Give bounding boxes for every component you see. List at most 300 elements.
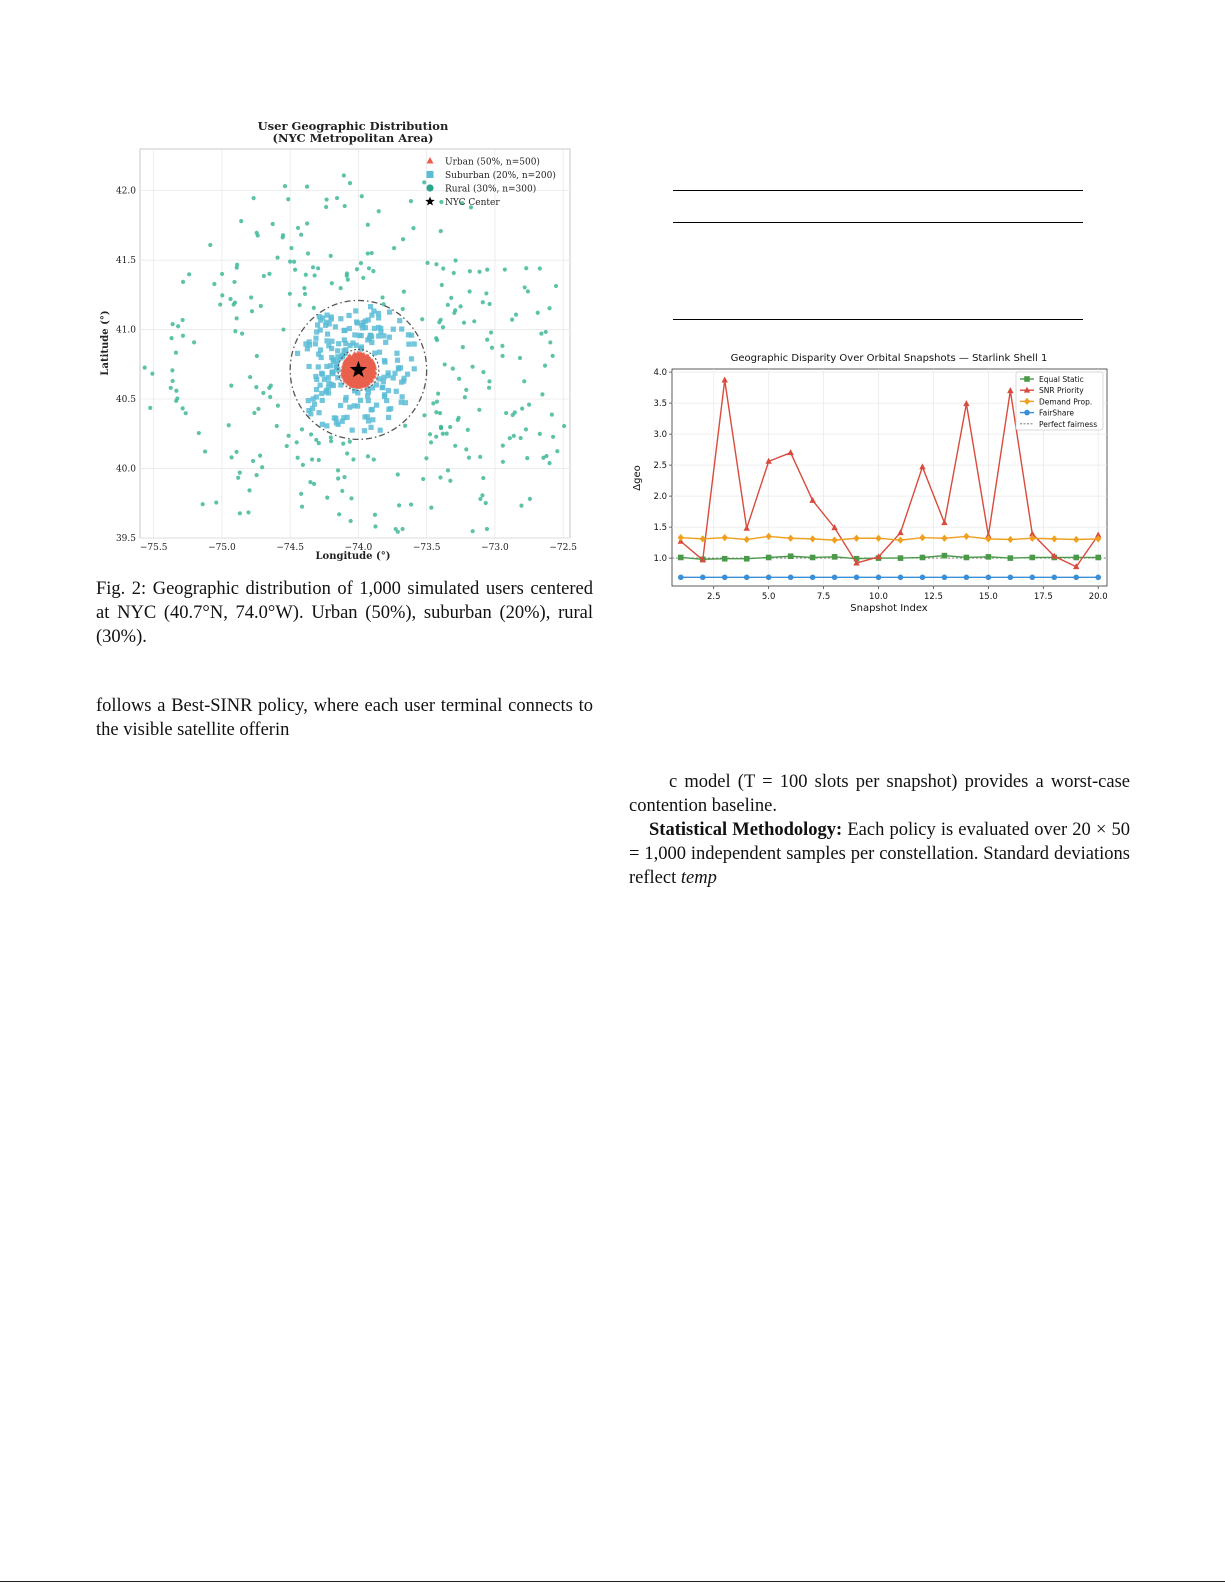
suburban-user-point: [370, 407, 375, 412]
rural-user-point: [259, 304, 263, 308]
rural-user-point: [336, 468, 340, 472]
series-equal-static-point: [964, 555, 970, 561]
suburban-user-point: [372, 326, 377, 331]
rural-user-point: [325, 496, 329, 500]
series-equal-static-point: [898, 555, 904, 561]
suburban-user-point: [352, 332, 357, 337]
chart-legend-label: SNR Priority: [1039, 386, 1084, 396]
rural-user-point: [281, 327, 285, 331]
rural-user-point: [487, 302, 491, 306]
series-fairshare-point: [942, 575, 948, 581]
chart-legend-label: FairShare: [1039, 408, 1075, 418]
rural-user-point: [397, 503, 401, 507]
rural-user-point: [544, 330, 548, 334]
suburban-user-point: [319, 355, 324, 360]
rural-user-point: [439, 229, 443, 233]
suburban-user-point: [329, 339, 334, 344]
series-fairshare-point: [920, 575, 926, 581]
rural-user-point: [437, 320, 441, 324]
rural-user-point: [335, 196, 339, 200]
chart-x-axis-label: Snapshot Index: [850, 603, 928, 614]
rural-user-point: [298, 303, 302, 307]
series-fairshare-point: [744, 575, 750, 581]
rural-user-point: [251, 459, 255, 463]
rural-user-point: [457, 377, 461, 381]
rural-user-point: [247, 488, 251, 492]
suburban-user-point: [320, 422, 325, 427]
rural-user-point: [295, 440, 299, 444]
rural-user-point: [490, 346, 494, 350]
rural-user-point: [510, 318, 514, 322]
rural-user-point: [520, 406, 524, 410]
rural-user-point: [436, 392, 440, 396]
suburban-user-point: [338, 316, 343, 321]
rural-user-point: [504, 411, 508, 415]
suburban-user-point: [318, 327, 323, 332]
suburban-user-point: [386, 373, 391, 378]
suburban-user-point: [344, 395, 349, 400]
geo-y-axis-label: Latitude (°): [100, 310, 111, 376]
rural-user-point: [342, 173, 346, 177]
rural-user-point: [235, 316, 239, 320]
rural-user-point: [342, 475, 346, 479]
rural-user-point: [212, 282, 216, 286]
rural-user-point: [316, 266, 320, 270]
suburban-user-point: [342, 337, 347, 342]
suburban-user-point: [335, 348, 340, 353]
suburban-user-point: [412, 341, 417, 346]
rural-user-point: [464, 447, 468, 451]
series-fairshare-point: [678, 575, 684, 581]
rural-user-point: [238, 511, 242, 515]
suburban-user-point: [335, 375, 340, 380]
rural-user-point: [268, 395, 272, 399]
rural-user-point: [547, 306, 551, 310]
suburban-user-point: [324, 364, 329, 369]
suburban-user-point: [377, 350, 382, 355]
rural-user-point: [485, 268, 489, 272]
rural-user-point: [351, 457, 355, 461]
chart-y-tick: 2.5: [653, 461, 667, 472]
rural-user-point: [403, 424, 407, 428]
rural-user-point: [197, 431, 201, 435]
rural-user-point: [439, 200, 443, 204]
rural-user-point: [400, 527, 404, 531]
rural-user-point: [541, 456, 545, 460]
rural-user-point: [236, 476, 240, 480]
rural-user-point: [229, 384, 233, 388]
series-fairshare-point: [964, 575, 970, 581]
suburban-user-point: [310, 406, 315, 411]
suburban-user-point: [335, 354, 340, 359]
suburban-user-point: [322, 377, 327, 382]
suburban-user-point: [406, 342, 411, 347]
series-fairshare-point: [1030, 575, 1036, 581]
suburban-user-point: [370, 385, 375, 390]
rural-user-point: [420, 317, 424, 321]
rural-user-point: [324, 197, 328, 201]
rural-user-point: [446, 303, 450, 307]
legend-marker: [1024, 376, 1030, 382]
rural-user-point: [305, 185, 309, 189]
rural-user-point: [312, 306, 316, 310]
geo-y-tick: 41.0: [115, 325, 136, 336]
rural-user-point: [300, 505, 304, 509]
rural-user-point: [312, 482, 316, 486]
rural-user-point: [361, 276, 365, 280]
page-bottom-rule: [0, 1581, 1225, 1582]
rural-user-point: [435, 400, 439, 404]
rural-user-point: [424, 456, 428, 460]
geo-x-axis-label: Longitude (°): [315, 551, 391, 562]
geo-x-tick: −75.5: [139, 543, 168, 553]
rural-user-point: [452, 271, 456, 275]
rural-user-point: [540, 392, 544, 396]
suburban-user-point: [358, 398, 363, 403]
rural-user-point: [464, 388, 468, 392]
rural-user-point: [439, 426, 443, 430]
suburban-user-point: [348, 343, 353, 348]
rural-user-point: [348, 439, 352, 443]
rural-user-point: [484, 501, 488, 505]
rural-user-point: [372, 457, 376, 461]
suburban-user-point: [353, 308, 358, 313]
chart-y-tick: 1.5: [653, 523, 667, 534]
rural-user-point: [434, 336, 438, 340]
suburban-user-point: [391, 327, 396, 332]
rural-user-point: [487, 379, 491, 383]
chart-legend-label: Perfect fairness: [1039, 419, 1098, 429]
suburban-user-point: [400, 394, 405, 399]
series-fairshare-point: [788, 575, 794, 581]
rural-user-point: [254, 385, 258, 389]
suburban-user-point: [383, 340, 388, 345]
rural-user-point: [463, 395, 467, 399]
rural-user-point: [500, 354, 504, 358]
rural-user-point: [543, 363, 547, 367]
rural-user-point: [360, 194, 364, 198]
rural-user-point: [337, 512, 341, 516]
rural-user-point: [296, 226, 300, 230]
left-paragraph: follows a Best-SINR policy, where each user terminal connects to the visible satellite offerin: [96, 696, 593, 740]
legend-label: NYC Center: [445, 198, 500, 208]
rural-user-point: [293, 268, 297, 272]
rural-user-point: [181, 334, 185, 338]
rural-user-point: [286, 197, 290, 201]
rural-user-point: [181, 406, 185, 410]
rural-user-point: [428, 432, 432, 436]
rural-user-point: [181, 318, 185, 322]
rural-user-point: [317, 441, 321, 445]
series-equal-static-point: [920, 555, 926, 561]
rural-user-point: [429, 440, 433, 444]
rural-user-point: [449, 296, 453, 300]
rural-user-point: [434, 435, 438, 439]
rural-user-point: [246, 510, 250, 514]
suburban-user-point: [382, 358, 387, 363]
right-paragraph-1: c model (T = 100 slots per snapshot) provides a worst-case contention baseline.: [629, 772, 1130, 816]
suburban-user-point: [329, 346, 334, 351]
rural-user-point: [538, 266, 542, 270]
rural-user-point: [234, 450, 238, 454]
rural-user-point: [394, 527, 398, 531]
suburban-user-point: [409, 356, 414, 361]
rural-user-point: [511, 413, 515, 417]
suburban-user-point: [391, 375, 396, 380]
rural-user-point: [467, 456, 471, 460]
rural-user-point: [528, 497, 532, 501]
rural-user-point: [235, 263, 239, 267]
suburban-user-point: [363, 318, 368, 323]
rural-user-point: [429, 505, 433, 509]
rural-user-point: [538, 432, 542, 436]
rural-user-point: [171, 322, 175, 326]
rural-user-point: [175, 396, 179, 400]
rural-user-point: [276, 403, 280, 407]
chart-legend-label: Demand Prop.: [1039, 397, 1093, 407]
suburban-user-point: [308, 411, 313, 416]
rural-user-point: [526, 289, 530, 293]
series-equal-static-point: [744, 556, 750, 562]
rural-user-point: [288, 292, 292, 296]
rural-user-point: [359, 261, 363, 265]
rural-user-point: [481, 370, 485, 374]
rural-user-point: [228, 297, 232, 301]
rural-user-point: [345, 274, 349, 278]
rural-user-point: [239, 219, 243, 223]
rural-user-point: [422, 413, 426, 417]
rural-user-point: [275, 424, 279, 428]
rural-user-point: [468, 269, 472, 273]
suburban-user-point: [378, 326, 383, 331]
suburban-user-point: [326, 385, 331, 390]
rural-user-point: [187, 272, 191, 276]
rural-user-point: [366, 454, 370, 458]
rural-user-point: [275, 256, 279, 260]
rural-user-point: [248, 375, 252, 379]
rural-user-point: [448, 479, 452, 483]
series-equal-static-point: [832, 554, 838, 560]
rural-user-point: [500, 344, 504, 348]
chart-y-tick: 2.0: [653, 492, 667, 503]
suburban-user-point: [399, 400, 404, 405]
rural-user-point: [370, 251, 374, 255]
suburban-user-point: [306, 398, 311, 403]
rural-user-point: [466, 428, 470, 432]
rural-user-point: [171, 379, 175, 383]
suburban-user-point: [359, 333, 364, 338]
suburban-user-point: [378, 428, 383, 433]
geo-y-tick: 40.0: [115, 464, 136, 475]
rural-user-point: [329, 439, 333, 443]
rural-user-point: [339, 286, 343, 290]
rural-user-point: [336, 476, 340, 480]
series-equal-static-point: [986, 554, 992, 560]
rural-user-point: [366, 223, 370, 227]
rural-user-point: [478, 455, 482, 459]
rural-user-point: [554, 284, 558, 288]
rural-user-point: [451, 367, 455, 371]
suburban-user-point: [324, 338, 329, 343]
suburban-user-point: [369, 340, 374, 345]
series-fairshare-point: [832, 575, 838, 581]
rural-user-point: [255, 231, 259, 235]
chart-y-tick: 3.0: [653, 430, 667, 441]
suburban-user-point: [324, 320, 329, 325]
suburban-user-point: [386, 415, 391, 420]
rural-user-point: [434, 262, 438, 266]
suburban-user-point: [369, 313, 374, 318]
geo-x-tick: −72.5: [549, 543, 577, 553]
rural-user-point: [174, 389, 178, 393]
rural-user-point: [346, 278, 350, 282]
rural-user-point: [501, 460, 505, 464]
suburban-user-point: [295, 351, 300, 356]
rural-user-point: [441, 266, 445, 270]
rural-user-point: [481, 476, 485, 480]
series-fairshare-point: [810, 575, 816, 581]
rural-user-point: [503, 267, 507, 271]
suburban-user-point: [338, 403, 343, 408]
suburban-user-point: [320, 372, 325, 377]
rural-user-point: [411, 226, 415, 230]
rural-user-point: [373, 524, 377, 528]
rural-user-point: [201, 502, 205, 506]
table-top-rule: [673, 190, 1083, 191]
rural-user-point: [306, 251, 310, 255]
rural-user-point: [355, 267, 359, 271]
rural-user-point: [453, 308, 457, 312]
geo-y-tick: 42.0: [115, 186, 136, 197]
rural-user-point: [377, 209, 381, 213]
rural-user-point: [402, 289, 406, 293]
series-equal-static-point: [1073, 555, 1079, 561]
rural-user-point: [232, 302, 236, 306]
rural-user-point: [401, 307, 405, 311]
table-bottom-rule: [673, 319, 1083, 320]
rural-user-point: [349, 496, 353, 500]
rural-user-point: [176, 324, 180, 328]
series-fairshare-point: [1095, 575, 1101, 581]
rural-user-point: [208, 243, 212, 247]
rural-user-point: [425, 261, 429, 265]
rural-user-point: [299, 492, 303, 496]
rural-user-point: [250, 309, 254, 313]
rural-user-point: [256, 407, 260, 411]
series-fairshare-point: [700, 575, 706, 581]
rural-user-point: [255, 473, 259, 477]
rural-user-point: [489, 330, 493, 334]
series-fairshare-point: [1051, 575, 1057, 581]
rural-user-point: [313, 273, 317, 277]
suburban-user-point: [329, 314, 334, 319]
rural-user-point: [512, 434, 516, 438]
rural-user-point: [366, 251, 370, 255]
rural-user-point: [481, 300, 485, 304]
rural-user-point: [181, 280, 185, 284]
rural-user-point: [501, 444, 505, 448]
suburban-user-point: [368, 425, 373, 430]
suburban-user-point: [306, 364, 311, 369]
geo-x-tick: −75.0: [208, 543, 236, 553]
rural-user-point: [527, 402, 531, 406]
rural-user-point: [308, 480, 312, 484]
suburban-user-point: [329, 355, 334, 360]
rural-user-point: [478, 497, 482, 501]
series-equal-static-point: [788, 553, 794, 559]
legend-label: Suburban (20%, n=200): [445, 171, 556, 181]
series-fairshare-point: [986, 575, 992, 581]
series-equal-static-point: [722, 556, 728, 562]
suburban-user-point: [362, 428, 367, 433]
rural-user-point: [477, 408, 481, 412]
rural-user-point: [348, 181, 352, 185]
suburban-user-point: [355, 403, 360, 408]
rural-user-point: [441, 325, 445, 329]
rural-user-point: [434, 410, 438, 414]
rural-user-point: [340, 489, 344, 493]
rural-user-point: [485, 338, 489, 342]
suburban-user-point: [380, 385, 385, 390]
rural-user-point: [522, 379, 526, 383]
rural-user-point: [317, 458, 321, 462]
series-equal-static-point: [678, 555, 684, 561]
rural-user-point: [519, 504, 523, 508]
suburban-user-point: [320, 398, 325, 403]
geo-y-tick: 41.5: [115, 256, 136, 267]
rural-user-point: [438, 411, 442, 415]
legend-marker: [1024, 410, 1030, 416]
legend-label: Rural (30%, n=300): [445, 184, 537, 195]
geographic-distribution-figure: [96, 116, 596, 571]
suburban-user-point: [397, 318, 402, 323]
rural-user-point: [547, 461, 551, 465]
series-equal-static-point: [942, 553, 948, 559]
rural-user-point: [480, 493, 484, 497]
rural-user-point: [487, 386, 491, 390]
rural-user-point: [453, 444, 457, 448]
chart-x-tick: 12.5: [923, 592, 943, 602]
rural-user-point: [252, 196, 256, 200]
rural-user-point: [555, 449, 559, 453]
rural-user-point: [551, 354, 555, 358]
chart-x-tick: 5.0: [761, 592, 776, 602]
rural-user-point: [470, 365, 474, 369]
rural-user-point: [305, 221, 309, 225]
suburban-user-point: [368, 304, 373, 309]
suburban-user-point: [398, 365, 403, 370]
rural-user-point: [311, 265, 315, 269]
rural-user-point: [220, 272, 224, 276]
rural-user-point: [150, 372, 154, 376]
suburban-user-point: [350, 428, 355, 433]
right-paragraph-2: [629, 818, 1130, 890]
rural-user-point: [292, 260, 296, 264]
rural-user-point: [562, 424, 566, 428]
rural-user-point: [458, 304, 462, 308]
suburban-user-point: [341, 328, 346, 333]
legend-suburban-marker: [427, 171, 434, 178]
rural-user-point: [169, 386, 173, 390]
rural-user-point: [551, 435, 555, 439]
rural-user-point: [218, 302, 222, 306]
suburban-user-point: [399, 326, 404, 331]
rural-user-point: [330, 281, 334, 285]
rural-user-point: [285, 444, 289, 448]
geo-figure-title-line1: User Geographic Distribution: [257, 119, 449, 133]
rural-user-point: [431, 401, 435, 405]
rural-user-point: [380, 295, 384, 299]
